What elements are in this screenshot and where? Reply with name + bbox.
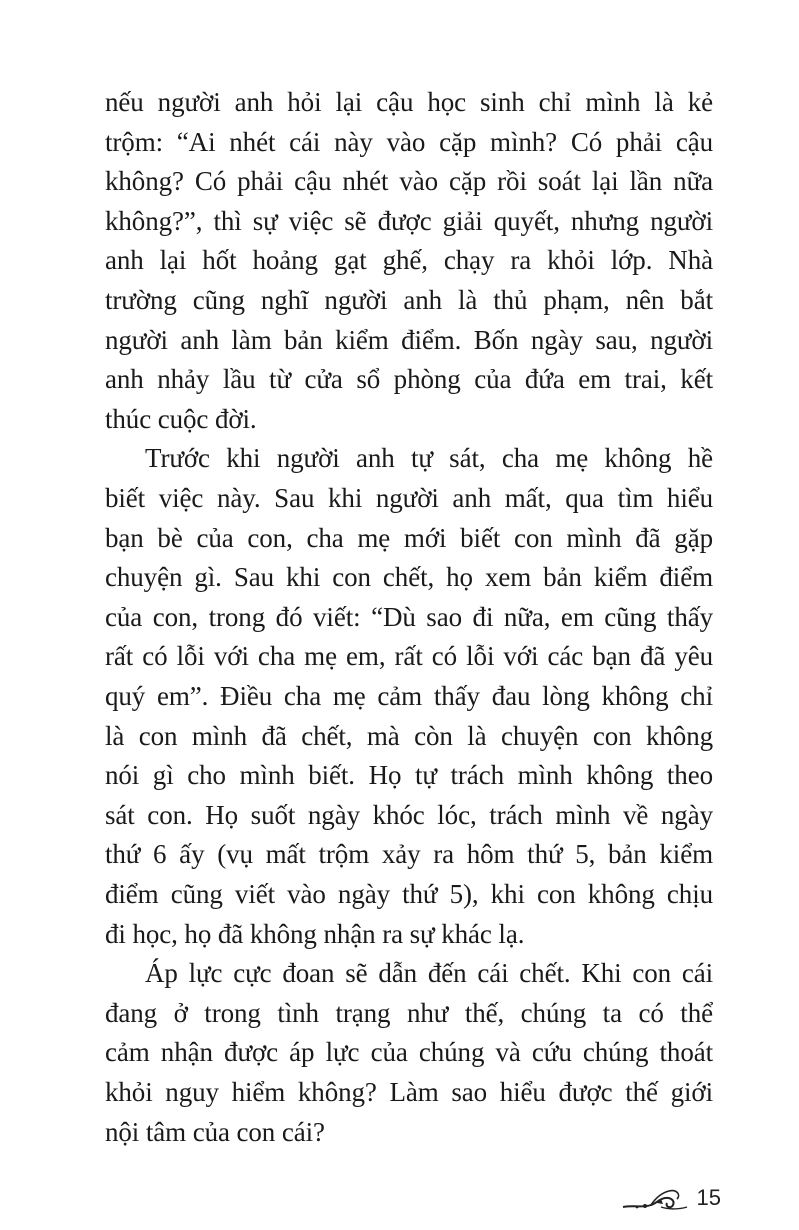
text-line: của con, trong đó viết: “Dù sao đi nữa, em cũng thấy [105,602,713,632]
text-line: nếu người anh hỏi lại cậu học sinh chỉ mình là kẻ [105,87,713,117]
text-line: thúc cuộc đời. [105,404,257,434]
text-line: thứ 6 ấy (vụ mất trộm xảy ra hôm thứ 5, bản kiểm [105,839,713,869]
text-line: là con mình đã chết, mà còn là chuyện con không [105,721,713,751]
text-line: quý em”. Điều cha mẹ cảm thấy đau lòng không chỉ [105,681,713,711]
page-footer [621,1181,721,1215]
text-line: điểm cũng viết vào ngày thứ 5), khi con không chịu [105,879,713,909]
text-line: chuyện gì. Sau khi con chết, họ xem bản kiểm điểm [105,562,713,592]
text-line: cảm nhận được áp lực của chúng và cứu chúng thoát [105,1037,713,1067]
text-line: đang ở trong tình trạng như thế, chúng ta có thể [105,998,713,1028]
text-line: nói gì cho mình biết. Họ tự trách mình không theo [105,760,713,790]
text-line: người anh làm bản kiểm điểm. Bốn ngày sau, người [105,325,713,355]
text-line: Áp lực cực đoan sẽ dẫn đến cái chết. Khi con cái [145,958,713,988]
text-line: không?”, thì sự việc sẽ được giải quyết, nhưng người [105,206,713,236]
decorative-flourish-icon [621,1181,691,1215]
text-line: biết việc này. Sau khi người anh mất, qua tìm hiểu [105,483,713,513]
text-line: bạn bè của con, cha mẹ mới biết con mình đã gặp [105,523,713,553]
text-line: trộm: “Ai nhét cái này vào cặp mình? Có phải cậu [105,127,713,157]
text-line: Trước khi người anh tự sát, cha mẹ không hề [145,443,713,473]
text-line: anh nhảy lầu từ cửa sổ phòng của đứa em trai, kết [105,364,713,394]
text-line: anh lại hốt hoảng gạt ghế, chạy ra khỏi lớp. Nhà [105,245,713,275]
text-line: khỏi nguy hiểm không? Làm sao hiểu được thế giới [105,1077,713,1107]
text-line: trường cũng nghĩ người anh là thủ phạm, nên bắt [105,285,713,315]
text-line: sát con. Họ suốt ngày khóc lóc, trách mình về ngày [105,800,713,830]
text-line: rất có lỗi với cha mẹ em, rất có lỗi với các bạn đã yêu [105,641,713,671]
page-number: 15 [696,1185,721,1210]
text-line: nội tâm của con cái? [105,1117,325,1147]
text-line: đi học, họ đã không nhận ra sự khác lạ. [105,919,525,949]
text-line: không? Có phải cậu nhét vào cặp rồi soát lại lần nữa [105,166,713,196]
